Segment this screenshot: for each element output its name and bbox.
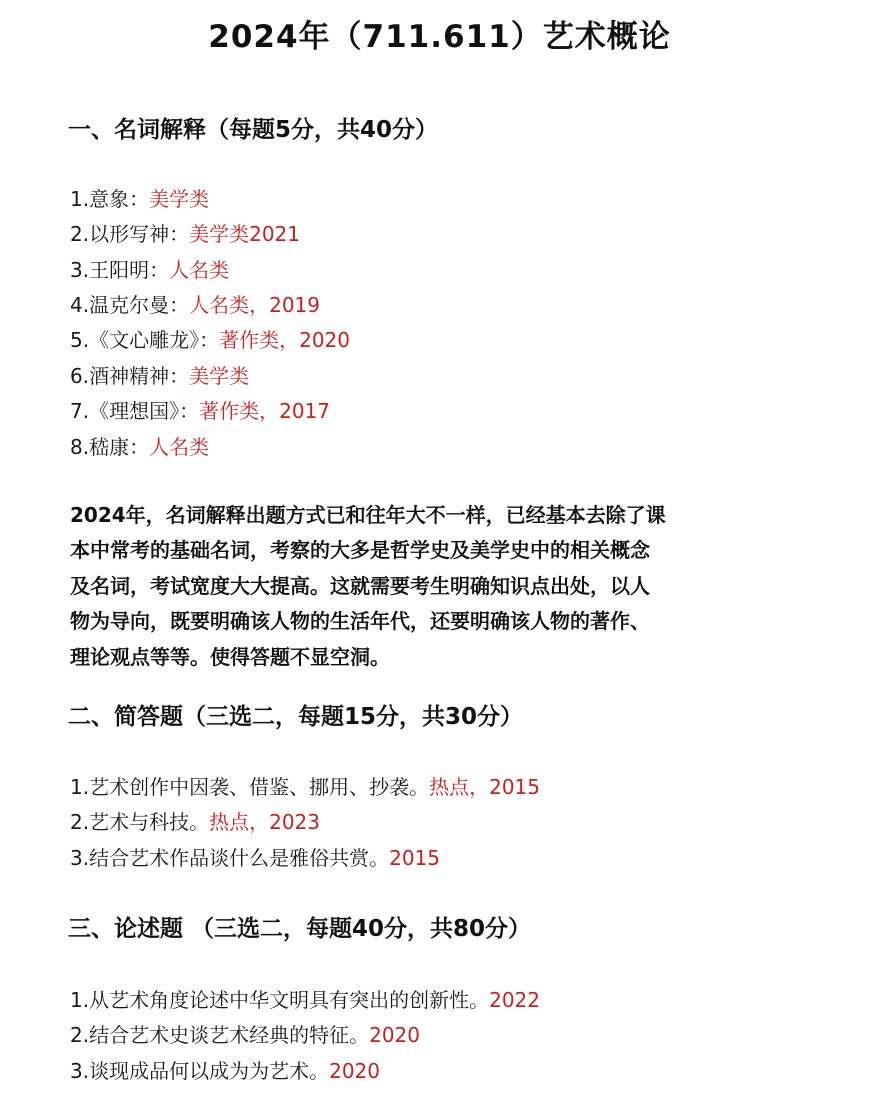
item-tag: 著作类，2020 xyxy=(219,328,350,352)
paragraph-line: 理论观点等等。使得答题不显空洞。 xyxy=(70,644,390,669)
paragraph-line: 及名词，考试宽度大大提高。这就需要考生明确知识点出处，以人 xyxy=(70,573,650,598)
item-text: 5.《文心雕龙》： xyxy=(70,328,220,352)
paragraph-line: 2024年，名词解释出题方式已和往年大不一样，已经基本去除了课 xyxy=(70,503,666,527)
analysis-paragraph xyxy=(70,498,830,675)
section1-item-7 xyxy=(70,396,330,426)
item-text: 4.温克尔曼： xyxy=(70,293,190,317)
section1-item-8 xyxy=(70,432,209,462)
section2-item-2 xyxy=(70,807,320,837)
section1-item-4 xyxy=(70,290,320,320)
section1-item-2 xyxy=(70,219,300,249)
item-tag: 美学类 xyxy=(149,187,210,211)
item-text: 2.艺术与科技。 xyxy=(70,810,210,834)
item-tag: 热点，2015 xyxy=(429,775,540,799)
section2-item-3 xyxy=(70,843,440,873)
section1-item-6 xyxy=(70,361,249,391)
paragraph-line: 物为导向，既要明确该人物的生活年代，还要明确该人物的著作、 xyxy=(70,609,650,634)
item-tag: 人名类 xyxy=(149,435,210,459)
page-title: 2024年（711.611）艺术概论 xyxy=(208,19,671,55)
item-tag: 美学类2021 xyxy=(189,222,300,246)
item-text: 6.酒神精神： xyxy=(70,364,190,388)
item-tag: 人名类 xyxy=(169,258,230,282)
section3-heading: 三、论述题 （三选二，每题40分，共80分） xyxy=(68,916,532,942)
item-text: 2.结合艺术史谈艺术经典的特征。 xyxy=(70,1023,370,1047)
item-tag: 2020 xyxy=(329,1059,380,1083)
item-tag: 人名类，2019 xyxy=(189,293,320,317)
item-text: 1.从艺术角度论述中华文明具有突出的创新性。 xyxy=(70,988,490,1012)
item-text: 1.意象： xyxy=(70,187,150,211)
section3-item-2 xyxy=(70,1020,420,1050)
section2-heading: 二、简答题（三选二，每题15分，共30分） xyxy=(68,704,524,730)
item-tag: 2020 xyxy=(369,1023,420,1047)
item-text: 7.《理想国》： xyxy=(70,399,200,423)
item-text: 3.谈现成品何以成为为艺术。 xyxy=(70,1059,330,1083)
item-text: 2.以形写神： xyxy=(70,222,190,246)
section1-heading: 一、名词解释（每题5分，共40分） xyxy=(68,117,439,143)
item-text: 3.王阳明： xyxy=(70,258,170,282)
item-tag: 热点，2023 xyxy=(209,810,320,834)
section1-item-1 xyxy=(70,184,209,214)
item-tag: 2022 xyxy=(489,988,540,1012)
section1-item-3 xyxy=(70,255,229,285)
item-text: 1.艺术创作中因袭、借鉴、挪用、抄袭。 xyxy=(70,775,430,799)
section2-item-1 xyxy=(70,772,540,802)
item-text: 3.结合艺术作品谈什么是雅俗共赏。 xyxy=(70,846,390,870)
section3-item-3 xyxy=(70,1056,380,1086)
item-text: 8.嵇康： xyxy=(70,435,150,459)
section3-item-1 xyxy=(70,985,540,1015)
item-tag: 2015 xyxy=(389,846,440,870)
paragraph-line: 本中常考的基础名词，考察的大多是哲学史及美学史中的相关概念 xyxy=(70,538,650,563)
item-tag: 美学类 xyxy=(189,364,250,388)
section1-item-5 xyxy=(70,325,350,355)
item-tag: 著作类，2017 xyxy=(199,399,330,423)
